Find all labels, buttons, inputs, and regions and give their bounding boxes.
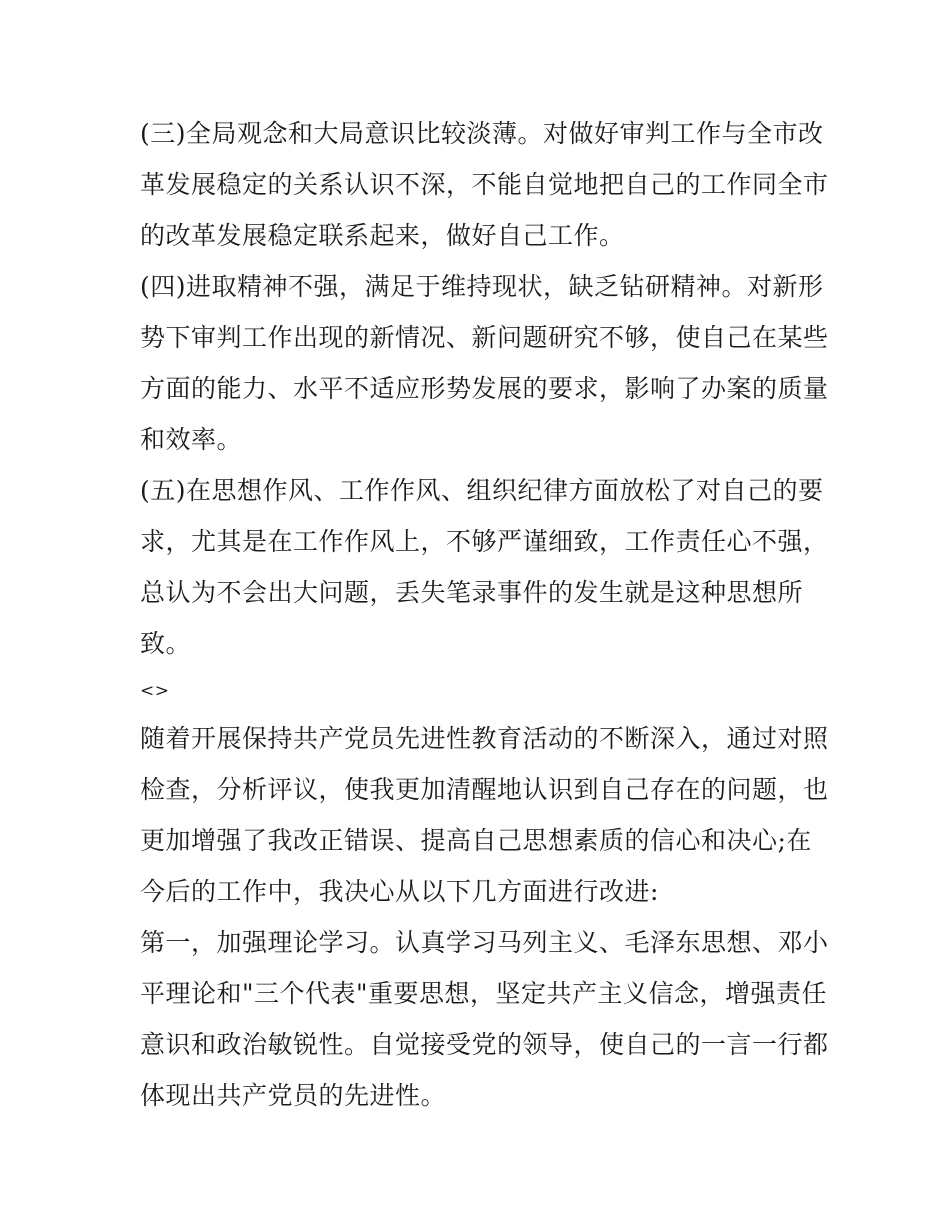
text-line: 检查，分析评议，使我更加清醒地认识到自己存在的问题，也 [140,775,829,804]
text-line: 方面的能力、水平不适应形势发展的要求，影响了办案的质量 [140,374,829,403]
text-line: 今后的工作中，我决心从以下几方面进行改进: [140,877,659,906]
text-line: 平理论和"三个代表"重要思想，坚定共产主义信念，增强责任 [140,979,828,1008]
text-line: (三)全局观念和大局意识比较淡薄。对做好审判工作与全市改 [140,119,824,148]
text-line: 势下审判工作出现的新情况、新问题研究不够，使自己在某些 [140,323,829,352]
text-line: 致。 [140,629,192,658]
text-line: 意识和政治敏锐性。自觉接受党的领导，使自己的一言一行都 [140,1030,829,1059]
text-line: 总认为不会出大问题，丢失笔录事件的发生就是这种思想所 [140,578,804,607]
text-line: 随着开展保持共产党员先进性教育活动的不断深入，通过对照 [140,724,829,753]
text-line: 的改革发展稳定联系起来，做好自己工作。 [140,221,625,250]
text-line: (五)在思想作风、工作作风、组织纪律方面放松了对自己的要 [140,476,824,505]
text-line: 革发展稳定的关系认识不深，不能自觉地把自己的工作同全市 [140,170,829,199]
text-line: 体现出共产党员的先进性。 [140,1081,447,1110]
text-line: 第一，加强理论学习。认真学习马列主义、毛泽东思想、邓小 [140,928,829,957]
text-line: 求，尤其是在工作作风上，不够严谨细致，工作责任心不强， [140,527,829,556]
text-line: 更加增强了我改正错误、提高自己思想素质的信心和决心;在 [140,826,812,855]
document-body [140,108,829,1121]
text-line: 和效率。 [140,425,243,454]
text-line: (四)进取精神不强，满足于维持现状，缺乏钻研精神。对新形 [140,272,824,301]
text-line: <> [140,681,170,701]
